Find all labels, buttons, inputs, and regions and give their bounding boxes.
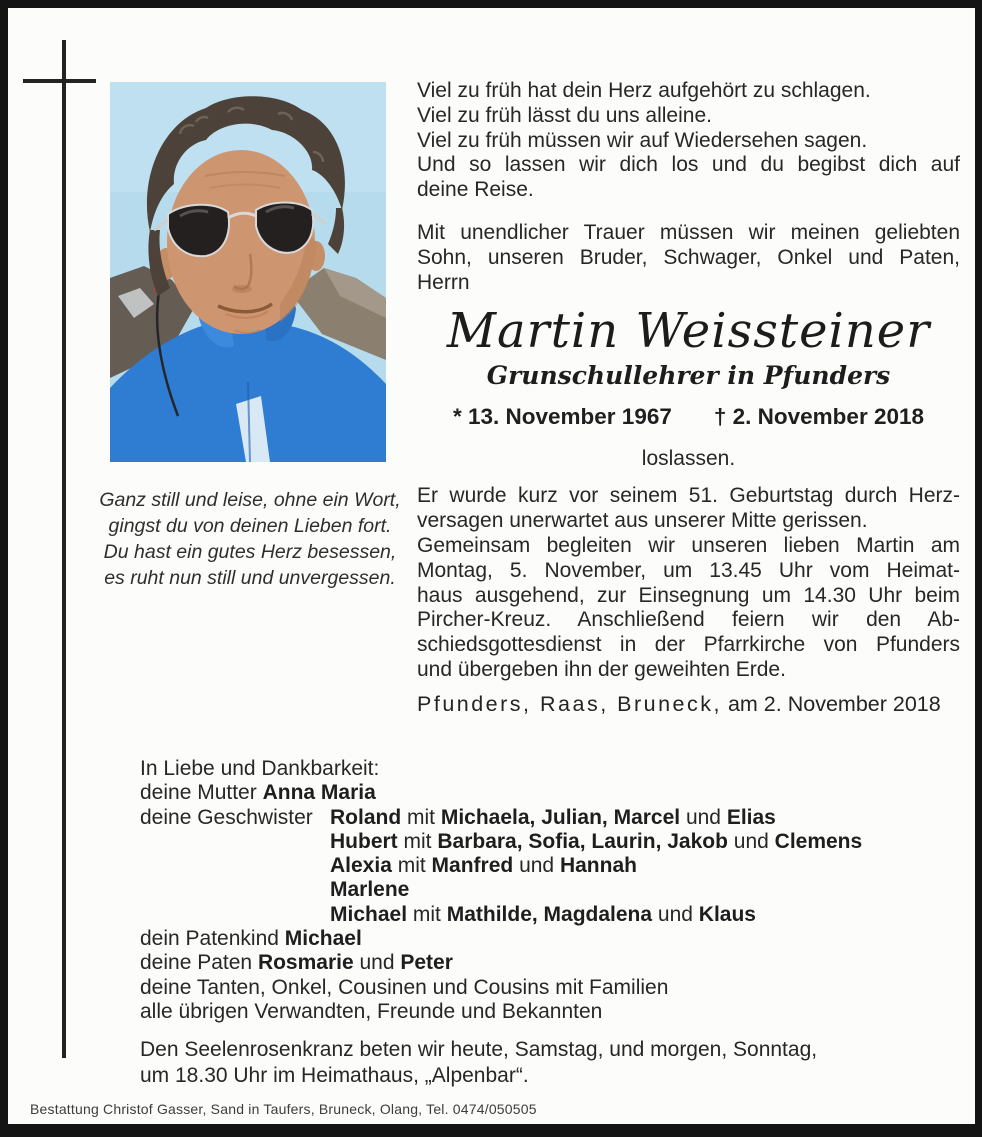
announcement-intro: Mit unendlicher Trauer müssen wir meinen geliebten Sohn, unseren Bruder, Schwager, Onkel und Paten, Herrn <box>417 220 960 294</box>
announcement-column <box>417 79 960 717</box>
deceased-title: Grunschullehrer in Pfunders <box>486 361 891 391</box>
sibling-line: Roland mit Michaela, Julian, Marcel und Elias <box>330 805 776 829</box>
siblings-names <box>330 806 862 927</box>
portrait-photo <box>110 82 386 462</box>
sibling-line: Marlene <box>330 878 410 902</box>
funeral-announcement: Er wurde kurz vor seinem 51. Geburtstag durch Herz- versagen unerwartet aus unserer Mitte gerissen. Gemeinsam begleiten wir unseren lieben Martin am Montag, 5. November, um 13.45 Uhr vom Heimat- haus ausgehend, zur Einsegnung um 14.30 Uhr beim Pircher-Kreuz. Anschließend feiern wir den Ab- schiedsgottesdienst in der Pfarrkirche von Pfunders und übergeben ihn der geweihten Erde. <box>417 484 960 681</box>
funeral-home-footer: Bestattung Christof Gasser, Sand in Taufers, Bruneck, Olang, Tel. 0474/050505 <box>30 1101 537 1117</box>
memorial-verse: Ganz still und leise, ohne ein Wort, gingst du von deinen Lieben fort. Du hast ein gutes Herz besessen, es ruht nun still und unvergessen. <box>99 489 401 589</box>
obituary-card <box>8 8 975 1124</box>
opening-verse: Viel zu früh hat dein Herz aufgehört zu schlagen. Viel zu früh lässt du uns alleine. Viel zu früh müssen wir auf Wiedersehen sagen. Und so lassen wir dich los und du begibst dich auf deine Reise. <box>417 79 960 202</box>
family-siblings-row <box>140 806 940 927</box>
family-intro: In Liebe und Dankbarkeit: <box>140 757 380 780</box>
family-godchild: dein Patenkind Michael <box>140 927 362 951</box>
sibling-line: Michael mit Mathilde, Magdalena und Klaus <box>330 902 756 926</box>
announcement-date: am 2. November 2018 <box>727 691 941 716</box>
family-list <box>140 757 940 1024</box>
family-relatives: deine Tanten, Onkel, Cousinen und Cousins mit Familien <box>140 975 669 999</box>
rosary-note: Den Seelenrosenkranz beten wir heute, Samstag, und morgen, Sonntag, um 18.30 Uhr im Heimathaus, „Alpenbar“. <box>140 1038 818 1087</box>
sibling-line: Hubert mit Barbara, Sofia, Laurin, Jakob und Clemens <box>330 829 863 853</box>
place-date-line <box>417 692 960 717</box>
places: Pfunders, Raas, Bruneck, <box>417 691 722 716</box>
family-others: alle übrigen Verwandten, Freunde und Bekannten <box>140 999 603 1023</box>
deceased-name: Martin Weissteiner <box>446 303 931 360</box>
sibling-line: Alexia mit Manfred und Hannah <box>330 854 637 878</box>
birth-date: * 13. November 1967 <box>452 404 672 430</box>
death-date: † 2. November 2018 <box>713 404 924 430</box>
motto-loslassen: loslassen. <box>641 447 736 471</box>
cross-stem <box>62 40 66 1058</box>
cross-bar <box>23 79 96 83</box>
life-dates <box>417 404 960 430</box>
siblings-label: deine Geschwister <box>140 805 313 829</box>
family-mother: deine Mutter Anna Maria <box>140 781 376 805</box>
family-godparents: deine Paten Rosmarie und Peter <box>140 951 453 975</box>
photo-nose-shadow <box>232 285 252 293</box>
